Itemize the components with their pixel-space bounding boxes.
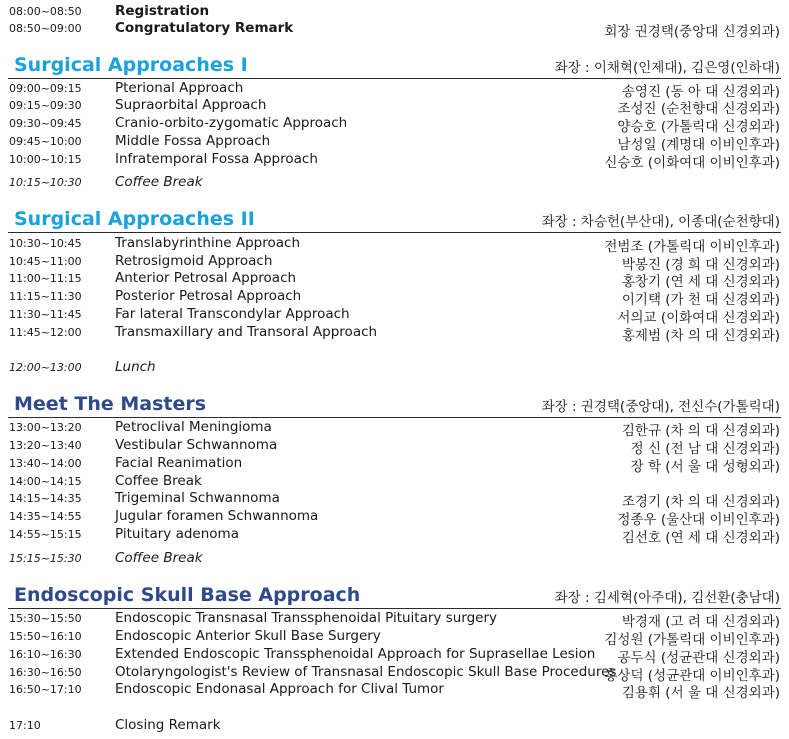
session-title: Supraorbital Approach (115, 97, 267, 113)
speaker: 조성진 (순천향대 신경외과) (617, 101, 780, 117)
speaker: 서의교 (이화여대 신경외과) (617, 310, 780, 326)
time-slot: 14:15~14:35 (9, 492, 82, 505)
section-title: Meet The Masters (14, 393, 207, 415)
schedule-row (0, 133, 789, 151)
time-slot: 16:50~17:10 (9, 683, 82, 696)
session-title: Retrosigmoid Approach (115, 253, 273, 269)
time-slot: 11:30~11:45 (9, 308, 82, 321)
schedule-row (0, 20, 789, 38)
time-slot: 13:40~14:00 (9, 457, 82, 470)
time-slot: 08:50~09:00 (9, 22, 82, 35)
session-title: Closing Remark (115, 717, 221, 733)
break-row (0, 359, 789, 377)
speaker: 전범조 (가톨릭대 이비인후과) (604, 239, 780, 255)
schedule-row (0, 306, 789, 324)
time-slot: 10:00~10:15 (9, 153, 82, 166)
speaker: 신승호 (이화여대 이비인후과) (604, 155, 780, 171)
time-slot: 10:30~10:45 (9, 237, 82, 250)
speaker: 송영진 (동 아 대 신경외과) (621, 84, 780, 100)
time-slot: 14:35~14:55 (9, 510, 82, 523)
time-slot: 13:20~13:40 (9, 439, 82, 452)
time-slot: 09:15~09:30 (9, 99, 82, 112)
session-title: Jugular foramen Schwannoma (115, 508, 319, 524)
time-slot: 10:15~10:30 (9, 176, 82, 189)
schedule-row (0, 628, 789, 646)
section-header (0, 392, 789, 418)
speaker: 박봉진 (경 희 대 신경외과) (621, 257, 780, 273)
session-title: Transmaxillary and Transoral Approach (115, 324, 378, 340)
section-header (0, 207, 789, 233)
session-title: Petroclival Meningioma (115, 419, 272, 435)
break-row (0, 174, 789, 192)
speaker: 박경재 (고 려 대 신경외과) (621, 614, 780, 630)
session-title: Registration (115, 3, 210, 19)
section-title: Surgical Approaches II (14, 208, 255, 230)
speaker: 홍상덕 (성균관대 이비인후과) (604, 668, 780, 684)
schedule-row (0, 681, 789, 699)
speaker: 김성원 (가톨릭대 이비인후과) (604, 632, 780, 648)
schedule-row (0, 115, 789, 133)
break-title: Lunch (115, 359, 156, 375)
speaker: 정 신 (전 남 대 신경외과) (630, 441, 780, 457)
time-slot: 16:30~16:50 (9, 666, 82, 679)
schedule-row (0, 151, 789, 169)
session-title: Infratemporal Fossa Approach (115, 151, 318, 167)
speaker: 양승호 (가톨릭대 신경외과) (617, 119, 780, 135)
section-title: Surgical Approaches I (14, 54, 248, 76)
speaker: 홍제범 (차 의 대 신경외과) (621, 328, 780, 344)
session-title: Congratulatory Remark (115, 20, 294, 36)
section-divider (8, 417, 781, 418)
schedule-row (0, 473, 789, 491)
session-title: Vestibular Schwannoma (115, 437, 278, 453)
schedule-row (0, 324, 789, 342)
section-divider (8, 232, 781, 233)
speaker: 김한규 (차 의 대 신경외과) (621, 423, 780, 439)
session-title: Cranio-orbito-zygomatic Approach (115, 115, 348, 131)
break-title: Coffee Break (115, 550, 203, 566)
schedule-row (0, 610, 789, 628)
session-title: Anterior Petrosal Approach (115, 270, 297, 286)
schedule-row (0, 490, 789, 508)
speaker: 장 학 (서 울 대 성형외과) (630, 459, 780, 475)
session-title: Translabyrinthine Approach (115, 235, 301, 251)
time-slot: 14:55~15:15 (9, 528, 82, 541)
time-slot: 09:45~10:00 (9, 135, 82, 148)
speaker: 홍창기 (연 세 대 신경외과) (621, 274, 780, 290)
section-header (0, 53, 789, 79)
session-title: Endoscopic Transnasal Transsphenoidal Pituitary surgery (115, 610, 498, 626)
schedule-row (0, 288, 789, 306)
session-title: Middle Fossa Approach (115, 133, 271, 149)
speaker: 이기택 (가 천 대 신경외과) (621, 292, 780, 308)
time-slot: 15:50~16:10 (9, 630, 82, 643)
session-title: Facial Reanimation (115, 455, 243, 471)
time-slot: 17:10 (9, 719, 41, 732)
speaker: 정종우 (울산대 이비인후과) (617, 512, 780, 528)
section-chairs: 좌장 : 차승헌(부산대), 이종대(순천향대) (541, 214, 780, 230)
time-slot: 11:15~11:30 (9, 290, 82, 303)
section-chairs: 좌장 : 김세혁(아주대), 김선환(충남대) (554, 590, 780, 606)
time-slot: 12:00~13:00 (9, 361, 82, 374)
section-chairs: 좌장 : 이채혁(인제대), 김은영(인하대) (554, 60, 780, 76)
section-divider (8, 608, 781, 609)
session-title: Pituitary adenoma (115, 526, 239, 542)
schedule-row (0, 664, 789, 682)
session-title: Endoscopic Anterior Skull Base Surgery (115, 628, 381, 644)
speaker: 김선호 (연 세 대 신경외과) (621, 530, 780, 546)
break-row (0, 550, 789, 568)
schedule-row (0, 455, 789, 473)
schedule-row (0, 419, 789, 437)
speaker: 조경기 (차 의 대 신경외과) (621, 494, 780, 510)
session-title: Extended Endoscopic Transsphenoidal Approach for Suprasellae Lesion (115, 646, 596, 662)
schedule-row (0, 717, 789, 735)
schedule-row (0, 437, 789, 455)
speaker: 회장 권경택(중앙대 신경외과) (604, 24, 780, 40)
schedule-row (0, 3, 789, 21)
speaker: 남성일 (계명대 이비인후과) (617, 137, 780, 153)
session-title: Pterional Approach (115, 80, 244, 96)
time-slot: 15:30~15:50 (9, 612, 82, 625)
schedule-row (0, 508, 789, 526)
time-slot: 09:00~09:15 (9, 82, 82, 95)
session-title: Trigeminal Schwannoma (115, 490, 280, 506)
session-title: Posterior Petrosal Approach (115, 288, 302, 304)
time-slot: 14:00~14:15 (9, 475, 82, 488)
time-slot: 16:10~16:30 (9, 648, 82, 661)
schedule-row (0, 270, 789, 288)
time-slot: 11:45~12:00 (9, 326, 82, 339)
break-title: Coffee Break (115, 174, 203, 190)
time-slot: 13:00~13:20 (9, 421, 82, 434)
section-header (0, 583, 789, 609)
time-slot: 08:00~08:50 (9, 5, 82, 18)
session-title: Otolaryngologist's Review of Transnasal Endoscopic Skull Base Procedures (115, 664, 617, 680)
time-slot: 11:00~11:15 (9, 272, 82, 285)
time-slot: 10:45~11:00 (9, 255, 82, 268)
speaker: 김용휘 (서 울 대 신경외과) (621, 685, 780, 701)
session-title: Far lateral Transcondylar Approach (115, 306, 350, 322)
schedule-row (0, 97, 789, 115)
section-chairs: 좌장 : 권경택(중앙대), 전신수(가톨릭대) (541, 399, 780, 415)
schedule-row (0, 80, 789, 98)
schedule-row (0, 253, 789, 271)
schedule-row (0, 646, 789, 664)
speaker: 공두식 (성균관대 신경외과) (617, 650, 780, 666)
section-title: Endoscopic Skull Base Approach (14, 584, 361, 606)
session-title: Endoscopic Endonasal Approach for Clival Tumor (115, 681, 444, 697)
section-divider (8, 78, 781, 79)
schedule-row (0, 235, 789, 253)
time-slot: 15:15~15:30 (9, 552, 82, 565)
time-slot: 09:30~09:45 (9, 117, 82, 130)
schedule-row (0, 526, 789, 544)
session-title: Coffee Break (115, 473, 202, 489)
